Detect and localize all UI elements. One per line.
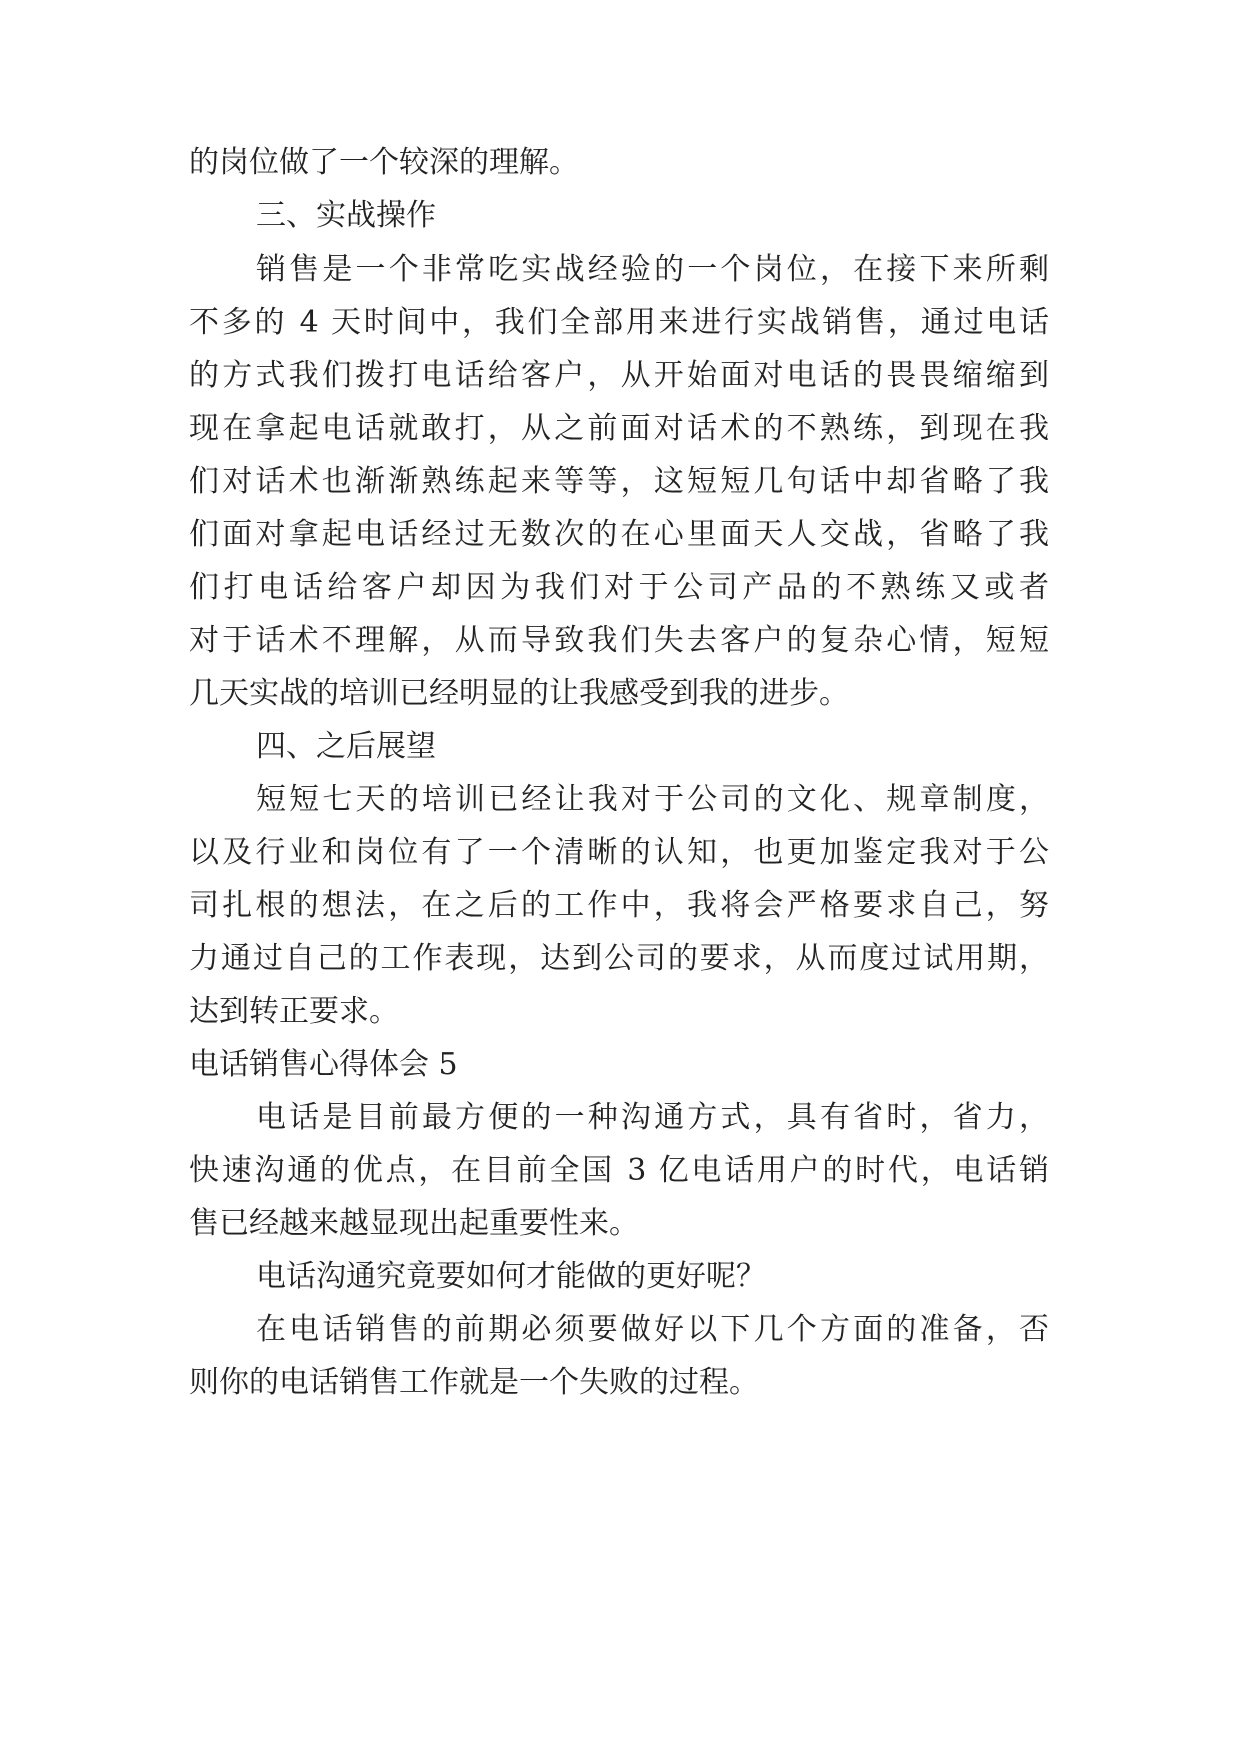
paragraph-line: 电话沟通究竟要如何才能做的更好呢？ — [256, 1259, 766, 1294]
paragraph-line: 们打电话给客户却因为我们对于公司产品的不熟练又或者 — [189, 570, 1049, 605]
paragraph-line: 快速沟通的优点，在目前全国 3 亿电话用户的时代，电话销 — [189, 1153, 1049, 1188]
section-heading: 三、实战操作 — [256, 198, 436, 233]
paragraph-line: 售已经越来越显现出起重要性来。 — [189, 1206, 639, 1241]
paragraph-line: 现在拿起电话就敢打，从之前面对话术的不熟练，到现在我 — [189, 411, 1049, 446]
paragraph-line: 司扎根的想法，在之后的工作中，我将会严格要求自己，努 — [189, 888, 1049, 923]
paragraph-line: 的岗位做了一个较深的理解。 — [189, 145, 579, 180]
paragraph-line: 们面对拿起电话经过无数次的在心里面天人交战，省略了我 — [189, 517, 1049, 552]
paragraph-line: 电话是目前最方便的一种沟通方式，具有省时，省力， — [256, 1100, 1049, 1135]
paragraph-line: 不多的 4 天时间中，我们全部用来进行实战销售，通过电话 — [189, 305, 1049, 340]
paragraph-line: 销售是一个非常吃实战经验的一个岗位，在接下来所剩 — [256, 252, 1049, 287]
paragraph-line: 们对话术也渐渐熟练起来等等，这短短几句话中却省略了我 — [189, 464, 1049, 499]
section-heading: 四、之后展望 — [256, 729, 436, 764]
paragraph-line: 在电话销售的前期必须要做好以下几个方面的准备，否 — [256, 1312, 1049, 1347]
paragraph-line: 对于话术不理解，从而导致我们失去客户的复杂心情，短短 — [189, 623, 1049, 658]
paragraph-line: 的方式我们拨打电话给客户，从开始面对电话的畏畏缩缩到 — [189, 358, 1049, 393]
paragraph-line: 则你的电话销售工作就是一个失败的过程。 — [189, 1365, 759, 1400]
paragraph-line: 达到转正要求。 — [189, 994, 399, 1029]
paragraph-line: 力通过自己的工作表现，达到公司的要求，从而度过试用期， — [189, 941, 1049, 976]
article-title: 电话销售心得体会 5 — [189, 1047, 458, 1082]
paragraph-line: 以及行业和岗位有了一个清晰的认知，也更加鉴定我对于公 — [189, 835, 1049, 870]
paragraph-line: 几天实战的培训已经明显的让我感受到我的进步。 — [189, 676, 849, 711]
paragraph-line: 短短七天的培训已经让我对于公司的文化、规章制度， — [256, 782, 1049, 817]
